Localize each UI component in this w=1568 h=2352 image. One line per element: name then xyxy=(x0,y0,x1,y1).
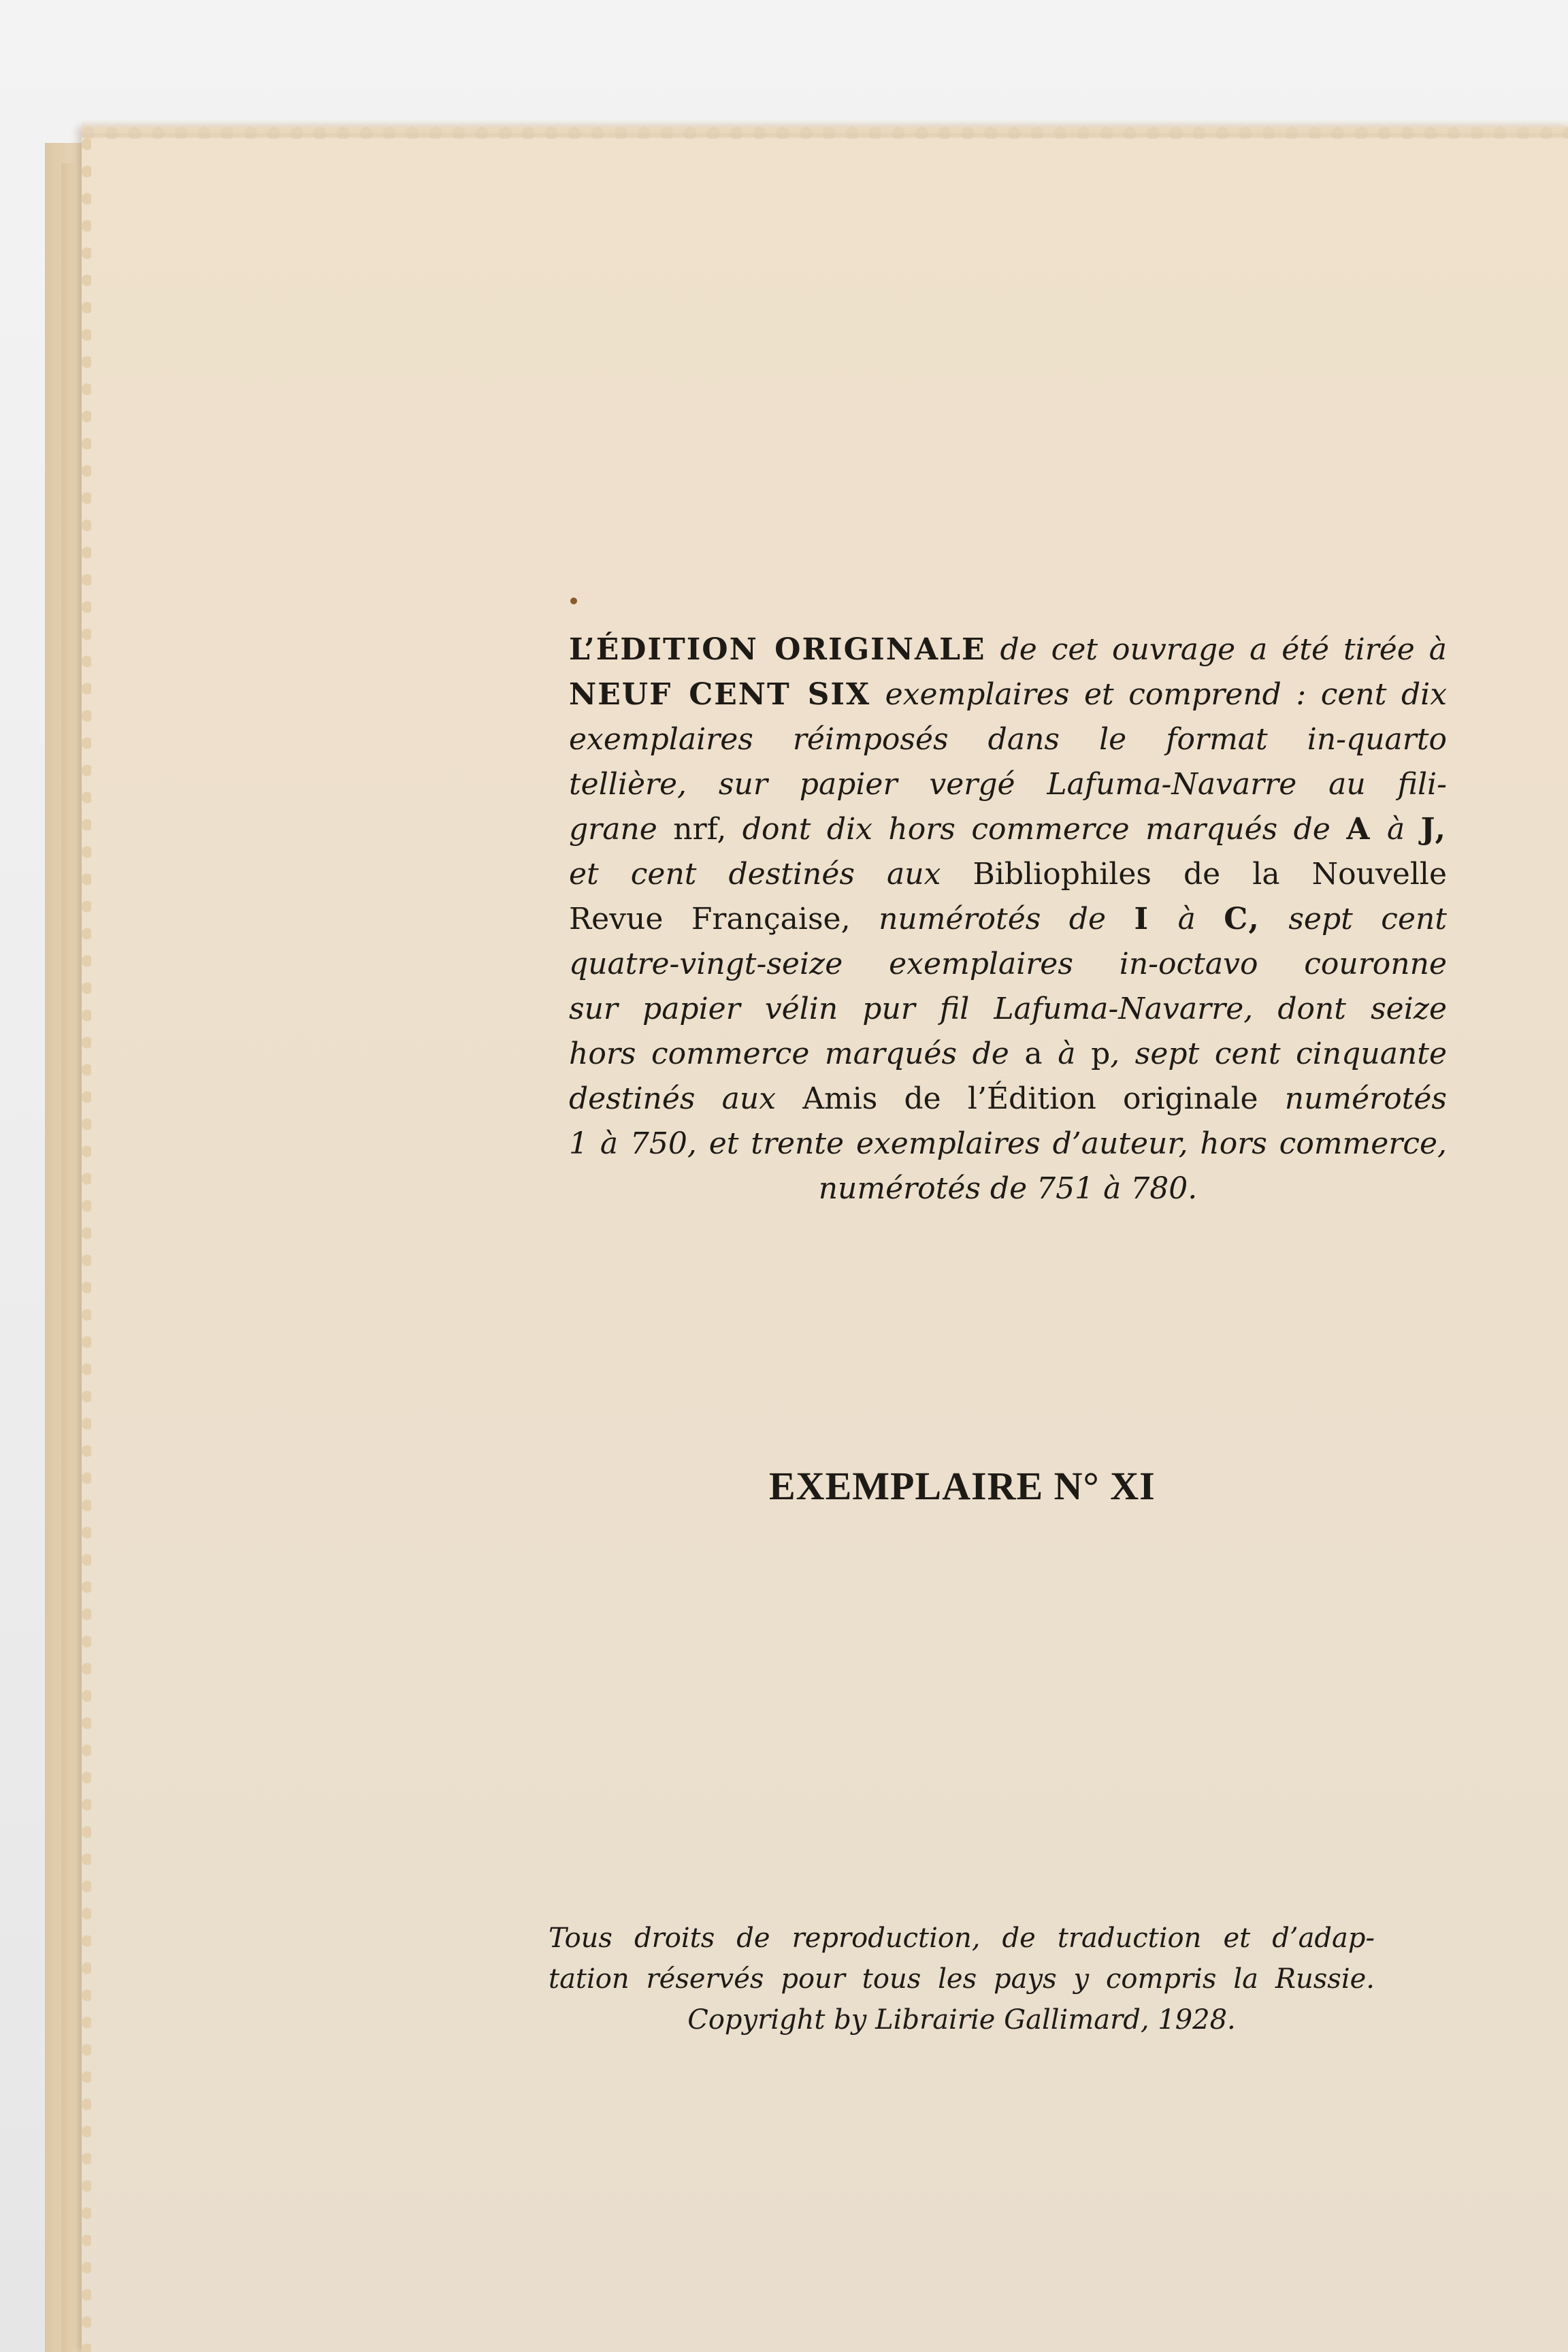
colophon-text: Revue Française, xyxy=(569,902,879,936)
copy-number-label: EXEMPLAIRE N° XI xyxy=(769,1464,1156,1508)
colophon-text: J, xyxy=(1420,812,1447,847)
colophon-line xyxy=(569,852,1447,897)
colophon-text: A xyxy=(1346,812,1371,847)
colophon-text: L’ÉDITION ORIGINALE xyxy=(569,632,986,667)
colophon-line xyxy=(569,672,1447,717)
ink-spot xyxy=(570,598,577,604)
colophon-line xyxy=(569,807,1447,852)
colophon-text: à xyxy=(1042,1036,1092,1071)
colophon-line xyxy=(569,717,1447,762)
rights-line: tation réservés pour tous les pays y compris la Russie. xyxy=(549,1963,1375,1995)
colophon-text: tellière, sur papier vergé Lafuma-Navarre au fili- xyxy=(569,767,1447,802)
colophon-text: dont dix hors commerce marqués de xyxy=(742,812,1347,847)
colophon-text: à xyxy=(1149,902,1224,936)
colophon-text: NEUF CENT SIX xyxy=(569,677,871,712)
colophon-paragraph xyxy=(569,627,1447,1211)
rights-line: Copyright by Librairie Gallimard, 1928. xyxy=(687,2004,1236,2036)
colophon-text: de cet ouvrage a été tirée à xyxy=(985,632,1447,667)
colophon-text: C, xyxy=(1224,902,1260,936)
colophon-text: destinés aux xyxy=(569,1081,803,1116)
colophon-text: numérotés de 751 à 780. xyxy=(818,1171,1198,1206)
colophon-text: sept cent xyxy=(1260,902,1448,936)
colophon-line xyxy=(569,1166,1447,1211)
colophon-line xyxy=(569,942,1447,987)
colophon-text: , sept cent cinquante xyxy=(1110,1036,1447,1071)
colophon-text: hors commerce marqués de xyxy=(569,1036,1025,1071)
colophon-text: nrf, xyxy=(657,812,742,847)
colophon-text: a xyxy=(1024,1036,1043,1071)
colophon-line xyxy=(569,627,1447,672)
colophon-text: exemplaires réimposés dans le format in-quarto xyxy=(569,722,1447,757)
colophon-line xyxy=(569,762,1447,807)
colophon-line xyxy=(569,1032,1447,1077)
colophon-line xyxy=(569,987,1447,1032)
rights-notice xyxy=(549,1918,1375,2040)
colophon-text: sur papier vélin pur fil Lafuma-Navarre, dont seize xyxy=(569,992,1447,1026)
colophon-text: quatre-vingt-seize exemplaires in-octavo couronne xyxy=(569,947,1447,981)
colophon-text: et cent destinés aux xyxy=(569,857,973,892)
colophon-line xyxy=(569,897,1447,942)
colophon-text: grane xyxy=(569,812,657,847)
colophon-line xyxy=(569,1077,1447,1122)
colophon-text: Amis de l’Édition originale xyxy=(802,1081,1285,1116)
colophon-text: 1 à 750, et trente exemplaires d’auteur, hors commerce, xyxy=(569,1126,1447,1161)
colophon-text: Bibliophiles de la Nouvelle xyxy=(973,857,1448,892)
rights-line: Tous droits de reproduction, de traduction et d’adap- xyxy=(549,1923,1375,1954)
colophon-text: I xyxy=(1134,902,1150,936)
colophon-text: exemplaires et comprend : cent dix xyxy=(870,677,1448,712)
colophon-text: p xyxy=(1091,1036,1111,1071)
colophon-line xyxy=(569,1122,1447,1166)
colophon-text: numérotés xyxy=(1284,1081,1447,1116)
colophon-text: à xyxy=(1371,812,1421,847)
colophon-text: numérotés de xyxy=(879,902,1134,936)
